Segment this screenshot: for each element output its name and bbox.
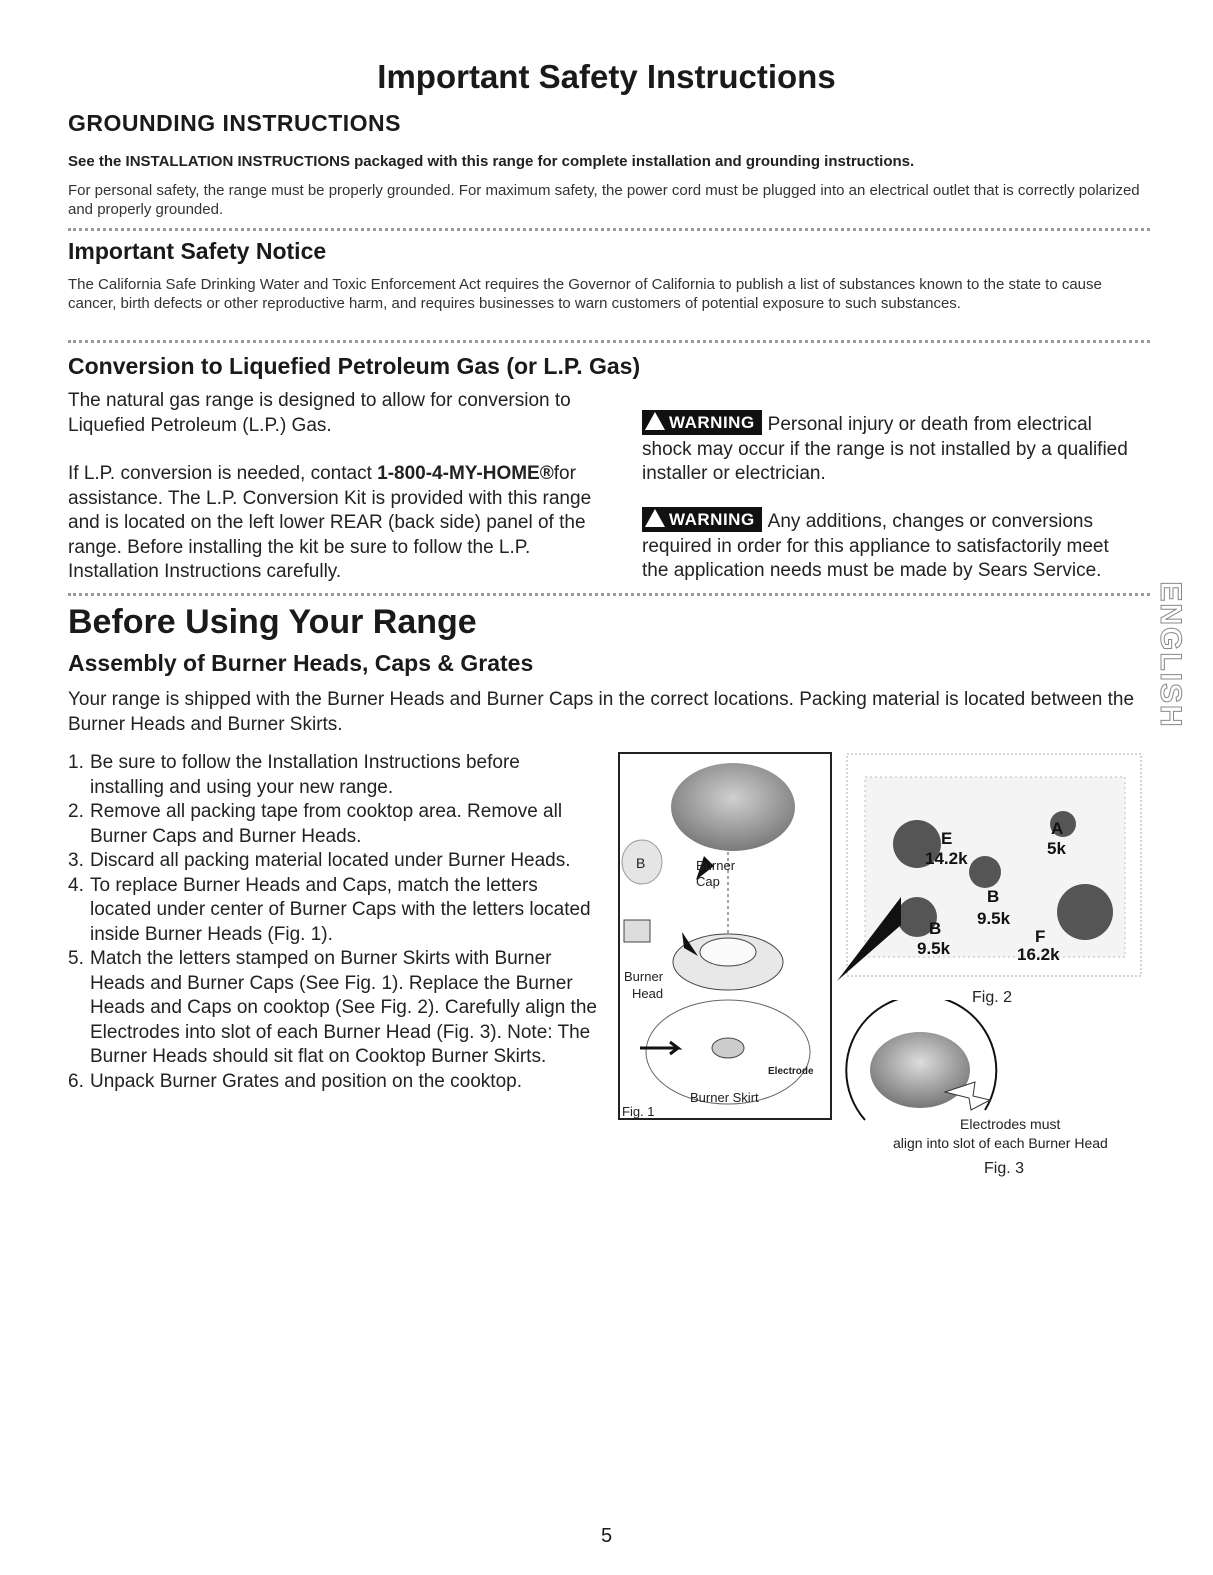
burner-cap-label-1: Burner xyxy=(696,858,736,873)
burner-cap-shape xyxy=(671,763,795,851)
burner-letter: B xyxy=(929,919,942,938)
step-number: 3. xyxy=(68,850,84,871)
conversion-para1: The natural gas range is designed to allow for conversion to Liquefied Petroleum (L.P.) Gas. xyxy=(68,390,571,436)
grounding-heading: GROUNDING INSTRUCTIONS xyxy=(68,110,401,136)
warning-text-1: Personal injury or death from electrical shock may occur if the range is not installed by a qualified installer or electrician. xyxy=(642,414,1128,484)
warning-badge xyxy=(642,507,762,532)
step-text: Match the letters stamped on Burner Skirts with Burner Heads and Burner Caps (See Fig. 1). Replace the Burner Heads and Caps on cooktop (See Fig. 2). Carefully align the Electrodes into slot of each Burner Head (Fig. 3). Note: The Burner Heads should sit flat on Cooktop Burner Skirts. xyxy=(90,948,597,1067)
burner-rating: 9.5k xyxy=(977,909,1011,928)
grounding-text: For personal safety, the range must be properly grounded. For maximum safety, the power cord must be plugged into an electrical outlet that is correctly polarized and properly grounded. xyxy=(68,182,1140,218)
warning-block-1 xyxy=(642,410,1132,487)
warning-text-2: Any additions, changes or conversions required in order for this appliance to satisfactorily meet the application needs must be made by Sears Service. xyxy=(642,511,1109,581)
grounding-bold-line: See the INSTALLATION INSTRUCTIONS packaged with this range for complete installation and grounding instructions. xyxy=(68,153,915,170)
notice-text: The California Safe Drinking Water and Toxic Enforcement Act requires the Governor of California to publish a list of substances known to the state to cause cancer, birth defects or other reproductive harm, and requires businesses to warn customers of potential exposure to such substances. xyxy=(68,276,1102,312)
burner-f xyxy=(1057,884,1113,940)
step-number: 1. xyxy=(68,752,84,773)
conversion-heading: Conversion to Liquefied Petroleum Gas (or L.P. Gas) xyxy=(68,353,641,379)
electrode-label: Electrode xyxy=(768,1066,814,1077)
burner-cap-label-2: Cap xyxy=(696,874,720,889)
burner-b-center xyxy=(969,856,1001,888)
fig3-caption-1: Electrodes must xyxy=(960,1116,1061,1132)
fig3-burner-cap xyxy=(870,1032,970,1108)
warning-triangle-icon xyxy=(645,509,665,527)
step-text: Discard all packing material located under Burner Heads. xyxy=(90,850,571,871)
step-item xyxy=(68,874,598,948)
page-title: Important Safety Instructions xyxy=(377,58,836,95)
conversion-para2 xyxy=(68,462,616,585)
divider xyxy=(68,340,1150,343)
step-item xyxy=(68,1070,598,1095)
step-number: 2. xyxy=(68,801,84,822)
step-item xyxy=(68,849,598,874)
fig2-pointer xyxy=(835,895,905,985)
burner-head-label-2: Head xyxy=(632,986,664,1001)
divider xyxy=(68,593,1150,596)
fig1-label: Fig. 1 xyxy=(622,1104,655,1119)
language-side-tab xyxy=(1152,570,1188,740)
notice-heading: Important Safety Notice xyxy=(68,238,327,264)
before-heading: Before Using Your Range xyxy=(68,603,477,641)
burner-rating: 9.5k xyxy=(917,939,951,958)
fig2-label: Fig. 2 xyxy=(972,989,1013,1006)
step-text: Be sure to follow the Installation Instructions before installing and using your new range. xyxy=(90,752,520,798)
burner-letter: F xyxy=(1035,927,1046,946)
step-item xyxy=(68,947,598,1070)
burner-letter: B xyxy=(987,887,1000,906)
step-text: Remove all packing tape from cooktop area. Remove all Burner Caps and Burner Heads. xyxy=(90,801,563,847)
fig3-electrode-diagram xyxy=(845,1000,1005,1130)
burner-rating: 14.2k xyxy=(925,849,968,868)
step-item xyxy=(68,751,598,800)
fig1-burner-diagram xyxy=(618,752,833,1122)
step-number: 4. xyxy=(68,874,84,896)
assembly-intro: Your range is shipped with the Burner Heads and Burner Caps in the correct locations. Packing material is located between the Burner Heads and Burner Skirts. xyxy=(68,689,1135,735)
step-number: 5. xyxy=(68,948,84,969)
step-item xyxy=(68,800,598,849)
fig3-label: Fig. 3 xyxy=(984,1160,1025,1177)
warning-block-2 xyxy=(642,507,1132,584)
assembly-subheading: Assembly of Burner Heads, Caps & Grates xyxy=(68,650,534,676)
burner-skirt-label: Burner Skirt xyxy=(690,1090,759,1105)
warning-label: WARNING xyxy=(669,510,755,529)
assembly-steps xyxy=(68,751,598,1094)
step-text: Unpack Burner Grates and position on the cooktop. xyxy=(90,1070,522,1092)
side-tab-label: ENGLISH xyxy=(1154,581,1187,729)
burner-letter: E xyxy=(941,829,953,848)
warning-triangle-icon xyxy=(645,412,665,430)
step-number: 6. xyxy=(68,1070,84,1092)
page-number: 5 xyxy=(600,1525,613,1547)
para2-after: for assistance. The L.P. Conversion Kit is provided with this range and is located on the left lower REAR (back side) panel of the range. Before installing the kit be sure to follow the L.P. Installation Instructions carefully. xyxy=(68,463,592,582)
step-text: To replace Burner Heads and Caps, match the letters located under center of Burner Caps with the letters located inside Burner Heads (Fig. 1). xyxy=(90,874,591,945)
warning-label: WARNING xyxy=(669,413,755,432)
burner-letter: A xyxy=(1051,819,1064,838)
support-phone: 1-800-4-MY-HOME® xyxy=(377,463,554,484)
divider xyxy=(68,228,1150,231)
burner-rating: 5k xyxy=(1047,839,1066,858)
para2-before: If L.P. conversion is needed, contact xyxy=(68,463,378,484)
burner-head-label-1: Burner xyxy=(624,969,664,984)
burner-rating: 16.2k xyxy=(1017,945,1060,964)
cap-letter: B xyxy=(636,855,646,871)
fig3-caption-2: align into slot of each Burner Head xyxy=(893,1135,1108,1151)
warning-badge xyxy=(642,410,762,435)
